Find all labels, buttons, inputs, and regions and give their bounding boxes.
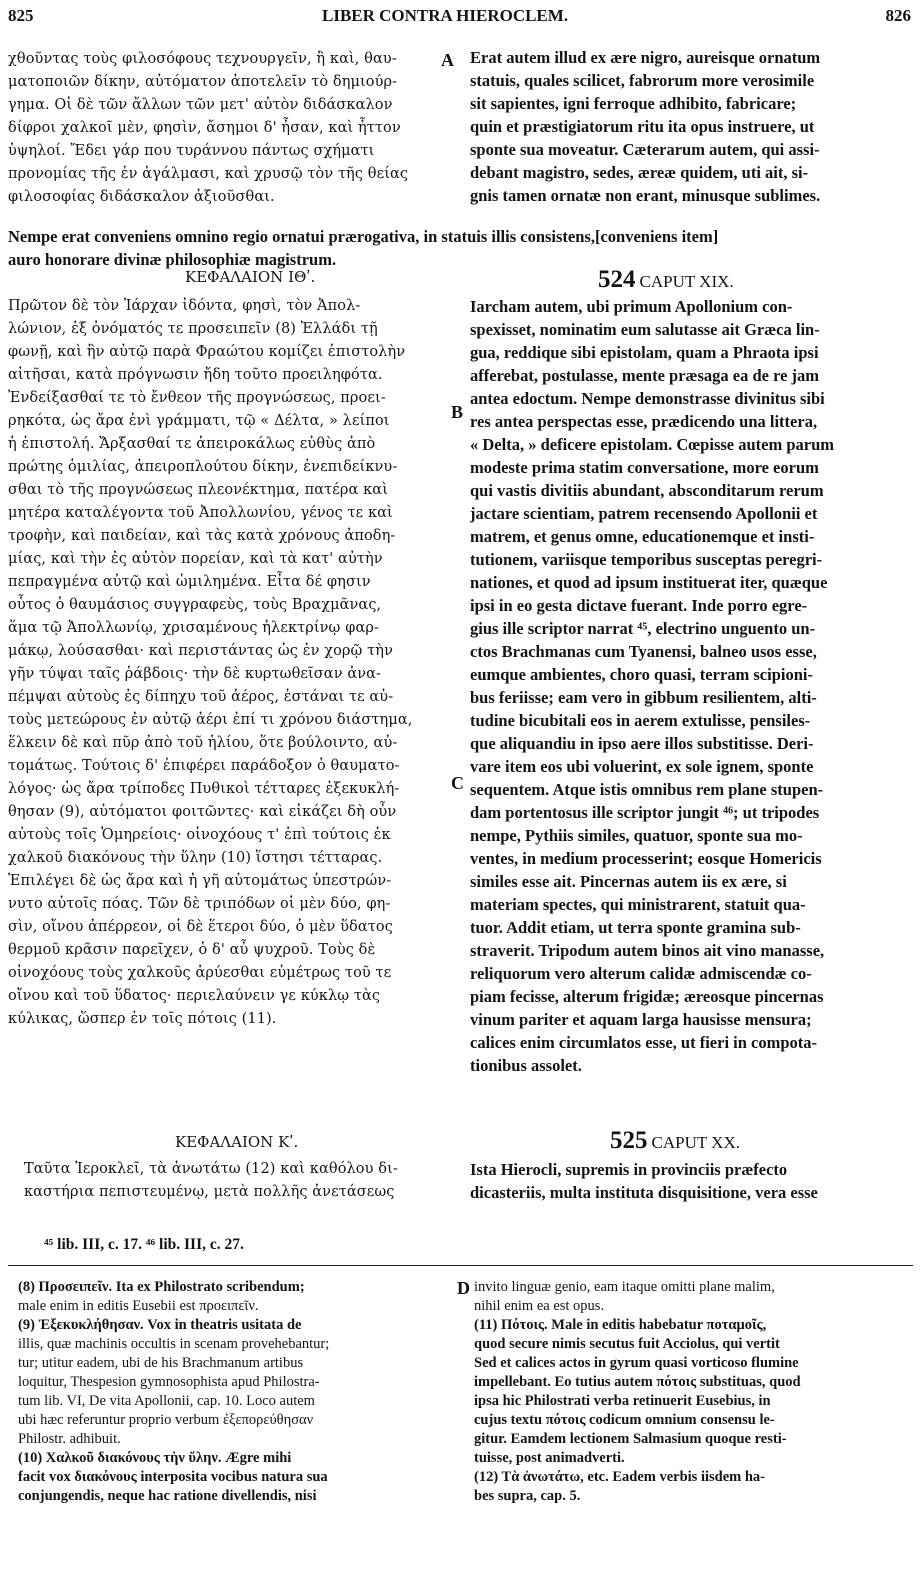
text-line: μίας, καὶ τὴν ἐς αὐτὸν πορείαν, καὶ τὰ κατ' αὐτὴν (8, 551, 383, 567)
text-line: φιλοσοφίας διδάσκαλον ἀξιοῦσθαι. (8, 189, 275, 205)
text-line: καστήρια πεπιστευμένῳ, μετὰ πολλῆς ἀνετάσεως (24, 1184, 395, 1200)
page-number-right: 826 (885, 6, 911, 25)
text-line: quin et præstigiatorum ritu ita opus instruere, ut (470, 117, 815, 136)
text-line: δίφροι χαλκοῖ μὲν, φησὶν, ἄσημοι δ' ἦσαν, καὶ ἧττον (8, 120, 401, 136)
margin-marker-d: D (457, 1278, 470, 1298)
text-line: προνομίας τῆς ἐν ἀγάλμασι, καὶ χρυσῷ τὸν τῆς θείας (8, 166, 409, 182)
footnote-line: ubi hæc referuntur proprio verbum ἐξεπορεύθησαν (18, 1412, 314, 1428)
text-line: gnis tamen ornatæ non erant, minusque sublimes. (470, 186, 821, 205)
footnote-line: bes supra, cap. 5. (474, 1488, 581, 1504)
text-line: « Delta, » deficere epistolam. Cœpisse autem parum (470, 435, 835, 454)
text-line: antea edoctum. Nempe demonstrasse divinitus sibi (470, 389, 825, 408)
greek-intro (8, 48, 456, 209)
text-line: straverit. Tripodum autem binos ait vino manasse, (470, 941, 825, 960)
text-line: μάκῳ, λούσασθαι· καὶ περιστάντας ὡς ἐν χορῷ τὴν (8, 643, 393, 659)
text-line: ματοποιῶν δίκην, αὐτόματον ἀποτελεῖν τὸ δημιούρ- (8, 74, 398, 90)
footnote-line: facit vox διακόνους interposita vocibus natura sua (18, 1469, 328, 1485)
text-line: ipsi in eo gesta dictave fuerant. Inde porro egre- (470, 596, 808, 615)
text-line: nempe, Pythiis similes, quatuor, sponte sua mo- (470, 826, 803, 845)
text-line: Nempe erat conveniens omnino regio ornatui prærogativa, in statuis illis consistens,[conveniens item] (8, 227, 719, 246)
latin-chapter-heading-20 (610, 1127, 740, 1155)
text-line: jactare scientiam, patrem recensendo Apollonii et (470, 504, 818, 523)
footnote-line: loquitur, Thespesion gymnosophista apud Philostra- (18, 1374, 320, 1390)
text-line: αὐτοὺς τοῖς Ὁμηρείοις· οἰνοχόους τ' ἐπὶ τούτοις ἐκ (8, 827, 391, 843)
footnote-divider (8, 1265, 913, 1266)
footnote-line: (8) Προσειπεῖν. Ita ex Philostrato scribendum; (18, 1279, 305, 1295)
text-line: vinum pariter et aquam larga hausisse mensura; (470, 1010, 812, 1029)
text-line: πρώτης ὁμιλίας, ἀπειροπλούτου δίκην, ἐνεπιδείκνυ- (8, 459, 398, 475)
footnote-line: illis, quæ machinis occultis in scenam provehebantur; (18, 1336, 330, 1352)
text-line: spexisset, nominatim eum salutasse ait Græca lin- (470, 320, 820, 339)
text-line: sit sapientes, igni ferroque adhibito, fabricare; (470, 94, 797, 113)
page-number-left: 825 (8, 6, 34, 25)
text-line: bus feriisse; eam vero in gibbum resilientem, alti- (470, 688, 817, 707)
latin-intro (470, 46, 918, 207)
text-line: θερμοῦ κρᾶσιν παρεῖχεν, ὁ δ' αὖ ψυχροῦ. Τοὺς δὲ (8, 942, 376, 958)
footnote-line: invito linguæ genio, eam itaque omitti plane malim, (474, 1279, 775, 1295)
text-line: λόγος· ὡς ἄρα τρίποδες Πυθικοὶ τέτταρες ἐξεκυκλή- (8, 781, 400, 797)
text-line: dam portentosus ille scriptor jungit ⁴⁶; ut tripodes (470, 803, 820, 822)
text-line: gius ille scriptor narrat ⁴⁵, electrino unguento un- (470, 619, 816, 638)
text-line: αἰτῆσαι, κατὰ πρόγνωσιν ἤδη τοῦτο προειληφότα. (8, 367, 383, 383)
text-line: ἡ ἐπιστολή. Ἄρξασθαί τε ἀπειροκάλως εὐθὺς ἀπὸ (8, 436, 376, 452)
text-line: sponte sua moveatur. Cæterarum autem, qui assi- (470, 140, 820, 159)
text-line: Ταῦτα Ἱεροκλεῖ, τὰ ἀνωτάτω (12) καὶ καθόλου δι- (24, 1161, 398, 1177)
latin-chapter-heading-19 (598, 266, 734, 294)
text-line: σθαι τὸ τῆς προγνώσεως πλεονέκτημα, πατέρα καὶ (8, 482, 388, 498)
text-line: eumque ambientes, choro quasi, terram scipioni- (470, 665, 813, 684)
text-line: nationes, et quod ad ipsum instituerat iter, quæque (470, 573, 828, 592)
footnote-line: quod secure nimis secutus fuit Acciolus, qui vertit (474, 1336, 780, 1352)
text-line: Ista Hierocli, supremis in provinciis præfecto (470, 1160, 788, 1179)
footnote-line: (10) Χαλκοῦ διακόνους τὴν ὕλην. Ægre mihi (18, 1450, 292, 1466)
text-line: tionibus assolet. (470, 1056, 582, 1075)
footnote-line: (11) Πότοις. Male in editis habebatur ποταμοῖς, (474, 1317, 767, 1333)
margin-marker-a: A (441, 50, 454, 70)
latin-chapter-19-text (470, 295, 918, 1077)
text-line: qui vastis divitiis abundant, absconditarum rerum (470, 481, 824, 500)
text-line: φωνῇ, καὶ ἣν αὐτῷ παρὰ Φραώτου κομίζει ἐπιστολὴν (8, 344, 406, 360)
text-line: calices enim circumlatos esse, ut fieri in compota- (470, 1033, 818, 1052)
text-line: πέμψαι αὐτοὺς ἐς δίπηχυ τοῦ ἀέρος, ἑστάναι τε αὐ- (8, 689, 394, 705)
running-title: LIBER CONTRA HIEROCLEM. (322, 6, 569, 25)
footnote-line: ipsa hic Philostrati verba retinuerit Eusebius, in (474, 1393, 771, 1409)
text-line: piam fecisse, alterum frigidæ; æreosque pincernas (470, 987, 824, 1006)
text-line: matrem, et genus omne, educationemque et insti- (470, 527, 815, 546)
text-line: ρηκότα, ὡς ἄρα ἐνὶ γράμματι, τῷ « Δέλτα, » λείποι (8, 413, 390, 429)
text-line: θησαν (9), αὐτόματοι φοιτῶντες· καὶ εἰκάζει δὴ οὖν (8, 804, 397, 820)
text-line: τοὺς μετεώρους ἐν αὐτῷ ἀέρι ἐπί τι χρόνου διάστημα, (8, 712, 413, 728)
chapter-number-524: 524 (598, 266, 636, 293)
text-line: Πρῶτον δὲ τὸν Ἰάρχαν ἰδόντα, φησὶ, τὸν Ἀπολ- (8, 298, 361, 314)
text-line: tudine bicubitali eos in aerem extulisse, pensiles- (470, 711, 811, 730)
footnotes-left (18, 1278, 458, 1506)
text-line: similes esse ait. Pincernas autem iis ex ære, si (470, 872, 787, 891)
text-line: νυτο αὐτοῖς πόας. Τῶν δὲ τριπόδων οἱ μὲν δύο, φη- (8, 896, 391, 912)
footnote-line: male enim in editis Eusebii est προειπεῖν. (18, 1298, 259, 1314)
text-line: ventes, in medium processerint; eosque Homericis (470, 849, 822, 868)
text-line: debant magistro, sedes, æreæ quidem, uti ait, si- (470, 163, 809, 182)
text-line: πεπραγμένα αὐτῷ καὶ ὡμιλημένα. Εἶτα δέ φησιν (8, 574, 371, 590)
footnote-line: tum lib. VI, De vita Apollonii, cap. 10. Loco autem (18, 1393, 315, 1409)
text-line: ἕλκειν δὲ καὶ πῦρ ἀπὸ τοῦ ἡλίου, ὅτε βούλοιντο, αὐ- (8, 735, 398, 751)
margin-marker-b: B (451, 402, 464, 422)
greek-chapter-heading-19: ΚΕΦΑΛΑΙΟΝ ΙΘʹ. (185, 268, 316, 286)
text-line: οἴνου καὶ τοῦ ὕδατος· περιελαύνειν γε κύκλῳ τὰς (8, 988, 381, 1004)
text-line: sequentem. Atque istis omnibus rem plane stupen- (470, 780, 824, 799)
footnote-line: cujus textu πότοις codicum omnium consensu le- (474, 1412, 775, 1428)
latin-full-width (8, 225, 913, 271)
text-line: μητέρα καταλέγοντα τοῦ Ἀπολλωνίου, γένος τε καὶ (8, 505, 393, 521)
footnote-line: tur; utitur eadem, ubi de his Brachmanum artibus (18, 1355, 304, 1371)
text-line: Iarcham autem, ubi primum Apollonium con- (470, 297, 793, 316)
text-line: γῆν τύψαι ταῖς ῥάβδοις· τὴν δὲ κυρτωθεῖσαν ἀνα- (8, 666, 382, 682)
text-line: τομάτως. Τούτοις δ' ἐπιφέρει παράδοξον ὁ θαυματο- (8, 758, 400, 774)
text-line: Erat autem illud ex ære nigro, aureisque ornatum (470, 48, 821, 67)
greek-chapter-20-text (24, 1158, 456, 1204)
text-line: χαλκοῦ διακόνους τὴν ὕλην (10) ἵστησι τέτταρας. (8, 850, 383, 866)
text-line: κύλικας, ὥσπερ ἐν τοῖς πότοις (11). (8, 1011, 277, 1027)
footnote-line: (9) Ἐξεκυκλήθησαν. Vox in theatris usitata de (18, 1317, 302, 1333)
text-line: afferebat, postulasse, mente præsaga ea de re jam (470, 366, 820, 385)
source-references: ⁴⁵ lib. III, c. 17. ⁴⁶ lib. III, c. 27. (44, 1236, 244, 1253)
text-line: statuis, quales scilicet, fabrorum more verosimile (470, 71, 815, 90)
chapter-number-525: 525 (610, 1127, 648, 1154)
text-line: χθοῦντας τοὺς φιλοσόφους τεχνουργεῖν, ἢ καὶ, θαυ- (8, 51, 397, 67)
text-line: modeste prima statim conversatione, more eorum (470, 458, 819, 477)
text-line: ὑψηλοί. Ἔδει γάρ που τυράννου πάντως σχήματι (8, 143, 375, 159)
text-line: materiam spectes, qui ministrarent, statuit qua- (470, 895, 806, 914)
text-line: vare item eos ubi voluerint, ex sole ignem, sponte (470, 757, 814, 776)
chapter-label-19: CAPUT XIX. (639, 272, 734, 291)
latin-chapter-20-text (470, 1158, 918, 1204)
footnote-line: Philostr. adhibuit. (18, 1431, 121, 1447)
text-line: res antea perspectas esse, prædicendo una littera, (470, 412, 818, 431)
footnote-line: tuisse, post animadverti. (474, 1450, 625, 1466)
text-line: οὗτος ὁ θαυμάσιος συγγραφεὺς, τοὺς Βραχμᾶνας, (8, 597, 382, 613)
text-line: Ἐνδείξασθαί τε τὸ ἔνθεον τῆς προγνώσεως, προει- (8, 390, 386, 406)
footnote-line: impellebant. Eo tutius autem πότοις substituas, quod (474, 1374, 801, 1390)
footnotes-right (474, 1278, 918, 1506)
text-line: gua, reddique sibi epistolam, quam a Phraota ipsi (470, 343, 819, 362)
text-line: dicasteriis, multa instituta disquisitione, vera esse (470, 1183, 818, 1202)
footnote-line: Sed et calices actos in gyrum quasi vorticoso flumine (474, 1355, 799, 1371)
text-line: tutionem, variisque temporibus susceptas peregri- (470, 550, 823, 569)
text-line: γημα. Οἱ δὲ τῶν ἄλλων τῶν μετ' αὐτὸν διδάσκαλον (8, 97, 393, 113)
text-line: Ἐπιλέγει δὲ ὡς ἄρα καὶ ἡ γῆ αὐτομάτως ὑπεστρών- (8, 873, 392, 889)
text-line: τροφὴν, καὶ παιδείαν, καὶ τὰς κατὰ χρόνους ἀποδη- (8, 528, 396, 544)
margin-marker-c: C (451, 773, 464, 793)
text-line: λώνιον, ἐξ ὀνόματός τε προσειπεῖν (8) Ἑλλάδι τῇ (8, 321, 378, 337)
text-line: tuor. Addit etiam, ut terra sponte gramina sub- (470, 918, 801, 937)
text-line: ἅμα τῷ Ἀπολλωνίῳ, χρισαμένους ἠλεκτρίνῳ φαρ- (8, 620, 379, 636)
text-line: οἰνοχόους τοὺς χαλκοῦς ἀρύεσθαι εὐμέτρως τοῦ τε (8, 965, 392, 981)
text-line: reliquorum vero alterum calidæ admiscendæ co- (470, 964, 812, 983)
footnote-line: nihil enim ea est opus. (474, 1298, 605, 1314)
greek-chapter-heading-20: ΚΕΦΑΛΑΙΟΝ Κʹ. (175, 1133, 299, 1151)
footnote-line: gitur. Eamdem lectionem Salmasium quoque resti- (474, 1431, 787, 1447)
text-line: que aliquandiu in ipso aere illos substitisse. Deri- (470, 734, 814, 753)
greek-chapter-19-text (8, 295, 458, 1031)
footnote-line: (12) Τὰ ἀνωτάτω, etc. Eadem verbis iisdem ha- (474, 1469, 765, 1485)
text-line: ctos Brachmanas cum Tyanensi, balneo usos esse, (470, 642, 817, 661)
chapter-label-20: CAPUT XX. (651, 1133, 740, 1152)
text-line: auro honorare divinæ philosophiæ magistrum. (8, 250, 337, 269)
footnote-line: conjungendis, neque hac ratione divellendis, nisi (18, 1488, 317, 1504)
text-line: σὶν, οἴνου ἀπέρρεον, οἱ δὲ ἕτεροι δύο, ὁ μὲν ὕδατος (8, 919, 393, 935)
